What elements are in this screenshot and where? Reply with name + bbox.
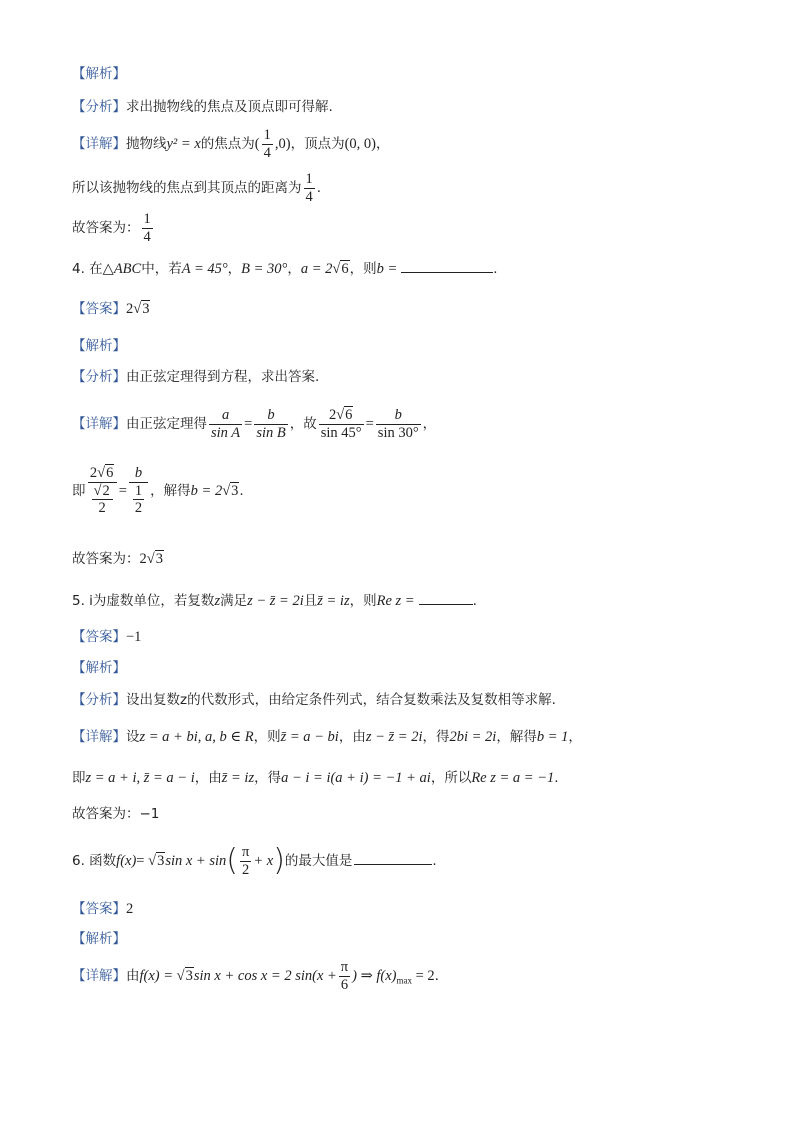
focus-fraction <box>262 128 273 160</box>
q5-text: 满足 <box>220 593 248 609</box>
fraction-denominator: sin 30° <box>377 424 419 441</box>
sqrt-sign: √2 <box>93 482 110 499</box>
q3-answer-line <box>72 212 155 244</box>
q4-ask: b = <box>376 261 398 277</box>
q4-result: b = 2 <box>190 482 223 499</box>
equals-sign: = <box>118 482 127 499</box>
q6-xiangjie-line <box>72 960 439 992</box>
q3-fenxi-text: 求出抛物线的焦点及顶点即可得解. <box>126 99 333 115</box>
q4-text: ，故 <box>289 416 317 432</box>
fraction-numerator: π <box>340 959 349 975</box>
fraction-denominator: sin A <box>211 424 241 441</box>
q5-condition-2: z̄ = iz <box>317 593 350 609</box>
fraction-numerator: 1 <box>305 171 313 187</box>
pi-over-six <box>339 960 350 992</box>
q3-text: 故答案为： <box>72 220 140 236</box>
jiexi-tag: 【解析】 <box>72 338 126 354</box>
sqrt-sign: √3 <box>148 853 165 869</box>
compound-fraction-right <box>129 466 148 516</box>
q6-text: . <box>432 853 437 869</box>
q6-text: 的最大值是 <box>284 853 353 869</box>
q5-ask: Re z = <box>376 593 415 609</box>
q5-fenxi-text: 设出复数z的代数形式，由给定条件列式，结合复数乘法及复数相等求解. <box>126 692 556 708</box>
coefficient: 2 <box>89 465 98 481</box>
fraction-denominator: 4 <box>143 228 151 245</box>
fenxi-tag: 【分析】 <box>72 99 126 115</box>
q4-xiangjie-line <box>72 408 436 440</box>
q6-jiexi-heading <box>72 933 126 947</box>
q4-text: 即 <box>72 482 86 499</box>
fraction-numerator: a <box>221 407 230 423</box>
answer-blank <box>354 864 432 865</box>
sqrt-sign: √6 <box>336 407 353 423</box>
sine-ratio-a <box>209 408 242 440</box>
fraction-numerator: 1 <box>263 127 271 143</box>
daan-tag: 【答案】 <box>72 901 126 917</box>
triangle-label: △ABC <box>102 261 142 277</box>
q5-final-line <box>72 808 159 822</box>
fraction-numerator <box>88 466 117 482</box>
q4-text: . <box>239 482 244 499</box>
sine-ratio-values-b <box>376 408 421 440</box>
equals-sign: = <box>136 853 149 869</box>
fraction-numerator: π <box>242 844 250 860</box>
q5-final: 故答案为：−1 <box>72 806 160 822</box>
fraction-numerator <box>319 408 364 424</box>
q4-text: . <box>493 261 498 277</box>
q5-math: z = a + i, z̄ = a − i <box>85 770 195 786</box>
coefficient: 2 <box>328 407 337 423</box>
fraction-numerator: 1 <box>134 482 143 499</box>
q5-text: ，则 <box>253 729 281 745</box>
q4-text: 4. 在 <box>72 261 103 277</box>
radicand: 3 <box>185 968 193 984</box>
q5-text: ，得 <box>254 770 282 786</box>
q3-text: 的焦点为 <box>200 136 255 152</box>
q5-stem <box>72 594 477 609</box>
fraction-numerator <box>92 484 113 500</box>
radicand: 3 <box>157 853 165 869</box>
q6-math: ) ⇒ f(x) <box>352 968 397 984</box>
q4-text: ， <box>287 261 301 277</box>
q5-text: 5. i为虚数单位，若复数 <box>72 593 215 609</box>
q5-math: b = 1 <box>536 729 569 745</box>
q5-jiexi-heading <box>72 662 126 676</box>
q4-text: ，解得 <box>150 482 191 499</box>
q4-jiexi-heading <box>72 340 126 354</box>
q6-math: sin x + cos x = 2 sin(x + <box>193 968 337 984</box>
q6-answer: 2 <box>126 901 134 917</box>
q6-math: + x <box>253 853 274 869</box>
focus-open: ( <box>254 136 260 152</box>
q4-fenxi-text: 由正弦定理得到方程，求出答案. <box>126 369 320 385</box>
q3-fenxi-line <box>72 101 333 115</box>
daan-tag: 【答案】 <box>72 301 126 317</box>
jiexi-tag: 【解析】 <box>72 66 126 82</box>
max-subscript: max <box>396 975 412 986</box>
q4-fenxi-line <box>72 371 319 385</box>
q5-condition-1: z − z̄ = 2i <box>247 593 304 609</box>
q4-text: ， <box>422 416 437 432</box>
sine-ratio-values-a <box>319 408 364 440</box>
sqrt-sign: √6 <box>332 261 349 277</box>
fraction-denominator: sin 45° <box>320 424 362 441</box>
fenxi-tag: 【分析】 <box>72 369 126 385</box>
q4-stem <box>72 262 498 277</box>
xiangjie-tag: 【详解】 <box>72 416 126 432</box>
radicand: 3 <box>142 301 150 317</box>
q5-text: ，由 <box>338 729 366 745</box>
q3-xiangjie-line <box>72 128 390 160</box>
q6-text: . <box>434 968 439 984</box>
distance-fraction <box>304 172 315 204</box>
fraction-numerator: b <box>134 465 143 481</box>
q4-final-line <box>72 552 164 567</box>
daan-tag: 【答案】 <box>72 629 126 645</box>
q5-fenxi-line <box>72 694 556 708</box>
q4-text: 故答案为： <box>72 551 140 567</box>
q5-text: ，所以 <box>430 770 472 786</box>
fraction-denominator: 2 <box>134 500 143 516</box>
answer-coefficient: 2 <box>126 301 134 317</box>
q3-text: . <box>316 180 322 196</box>
q3-text: ， <box>376 136 390 152</box>
side-a-condition: a = 2 <box>300 261 333 277</box>
angle-b-condition: B = 30° <box>241 261 288 277</box>
q6-stem <box>72 845 437 877</box>
q5-xiangjie-line <box>72 730 582 745</box>
radicand: 3 <box>231 482 239 499</box>
fraction-denominator: 4 <box>263 144 271 161</box>
fraction-denominator: 6 <box>339 976 350 993</box>
fraction-denominator <box>129 482 148 516</box>
q3-text: 抛物线 <box>126 136 167 152</box>
fraction-numerator: b <box>394 407 402 423</box>
q5-math: z − z̄ = 2i <box>365 729 423 745</box>
sqrt-sign: √3 <box>133 301 150 317</box>
q4-solve-line <box>72 466 244 516</box>
q5-solve-line <box>72 771 559 786</box>
fenxi-tag: 【分析】 <box>72 692 126 708</box>
xiangjie-tag: 【详解】 <box>72 729 126 745</box>
function-name: f(x) <box>116 853 137 869</box>
equals-sign: = <box>365 416 374 432</box>
vertex-point: (0, 0) <box>344 136 376 152</box>
q6-text: 由 <box>126 968 140 984</box>
q5-text: ，由 <box>194 770 222 786</box>
sqrt-sign: √3 <box>176 968 193 984</box>
q5-text: . <box>472 593 477 609</box>
q5-answer: −1 <box>126 629 142 645</box>
q5-math: z = a + bi, a, b ∈ R <box>139 729 254 745</box>
q4-answer-line <box>72 302 150 317</box>
q4-text: 中，若 <box>141 261 182 277</box>
sqrt-sign: √3 <box>222 482 239 499</box>
q3-text: ，顶点为 <box>290 136 345 152</box>
q6-text: 6. 函数 <box>72 853 117 869</box>
q5-text: ，则 <box>349 593 377 609</box>
fraction-denominator: 2 <box>240 861 251 878</box>
radicand: 6 <box>106 465 114 481</box>
radicand: 6 <box>341 261 349 277</box>
radicand: 2 <box>102 482 110 499</box>
right-paren: ) <box>273 843 285 878</box>
left-paren: ( <box>226 843 238 878</box>
angle-a-condition: A = 45° <box>181 261 228 277</box>
q5-answer-line <box>72 630 141 645</box>
q6-math: = 2 <box>411 968 435 984</box>
q4-text: 由正弦定理得 <box>126 416 207 432</box>
sine-ratio-b <box>254 408 287 440</box>
q5-text: . <box>554 770 559 786</box>
q5-math: Re z = a = −1 <box>471 770 555 786</box>
q5-text: ， <box>568 729 582 745</box>
q3-text: 所以该抛物线的焦点到其顶点的距离为 <box>72 180 302 196</box>
q3-jiexi-heading <box>72 68 126 82</box>
answer-coefficient: 2 <box>139 551 147 567</box>
compound-fraction-left <box>88 466 117 516</box>
q6-answer-line <box>72 902 133 917</box>
q5-text: 即 <box>72 770 86 786</box>
parabola-equation: y² = x <box>166 136 201 152</box>
pi-over-two <box>240 845 251 877</box>
q6-math: sin x + sin <box>165 853 227 869</box>
q6-math: f(x) = <box>139 968 177 984</box>
inner-fraction <box>133 484 144 516</box>
q5-text: ，得 <box>422 729 450 745</box>
focus-close: ,0) <box>274 136 291 152</box>
fraction-denominator: 2 <box>92 499 113 516</box>
fraction-numerator: 1 <box>143 211 151 227</box>
q5-math: z̄ = a − bi <box>280 729 339 745</box>
fraction-denominator: 4 <box>305 188 313 205</box>
equals-sign: = <box>244 416 253 432</box>
answer-blank <box>419 604 473 605</box>
answer-blank <box>401 272 493 273</box>
answer-fraction <box>142 212 153 244</box>
q3-distance-line <box>72 172 321 204</box>
inner-fraction <box>92 484 113 516</box>
q5-math: a − i = i(a + i) = −1 + ai <box>281 770 431 786</box>
q5-text: ，解得 <box>496 729 537 745</box>
q4-text: ，则 <box>349 261 377 277</box>
xiangjie-tag: 【详解】 <box>72 136 126 152</box>
fraction-denominator: sin B <box>256 424 286 441</box>
radicand: 3 <box>155 551 163 567</box>
variable-z: z <box>214 593 221 609</box>
sqrt-sign: √6 <box>97 465 114 481</box>
jiexi-tag: 【解析】 <box>72 660 126 676</box>
xiangjie-tag: 【详解】 <box>72 968 126 984</box>
radicand: 6 <box>345 407 353 423</box>
q5-text: 设 <box>126 729 140 745</box>
q4-text: ， <box>227 261 242 277</box>
jiexi-tag: 【解析】 <box>72 931 126 947</box>
q5-math: 2bi = 2i <box>449 729 497 745</box>
fraction-numerator: b <box>267 407 275 423</box>
q5-text: 且 <box>303 593 318 609</box>
fraction-denominator <box>88 482 117 516</box>
sqrt-sign: √3 <box>146 551 163 567</box>
q5-math: z̄ = iz <box>221 770 255 786</box>
